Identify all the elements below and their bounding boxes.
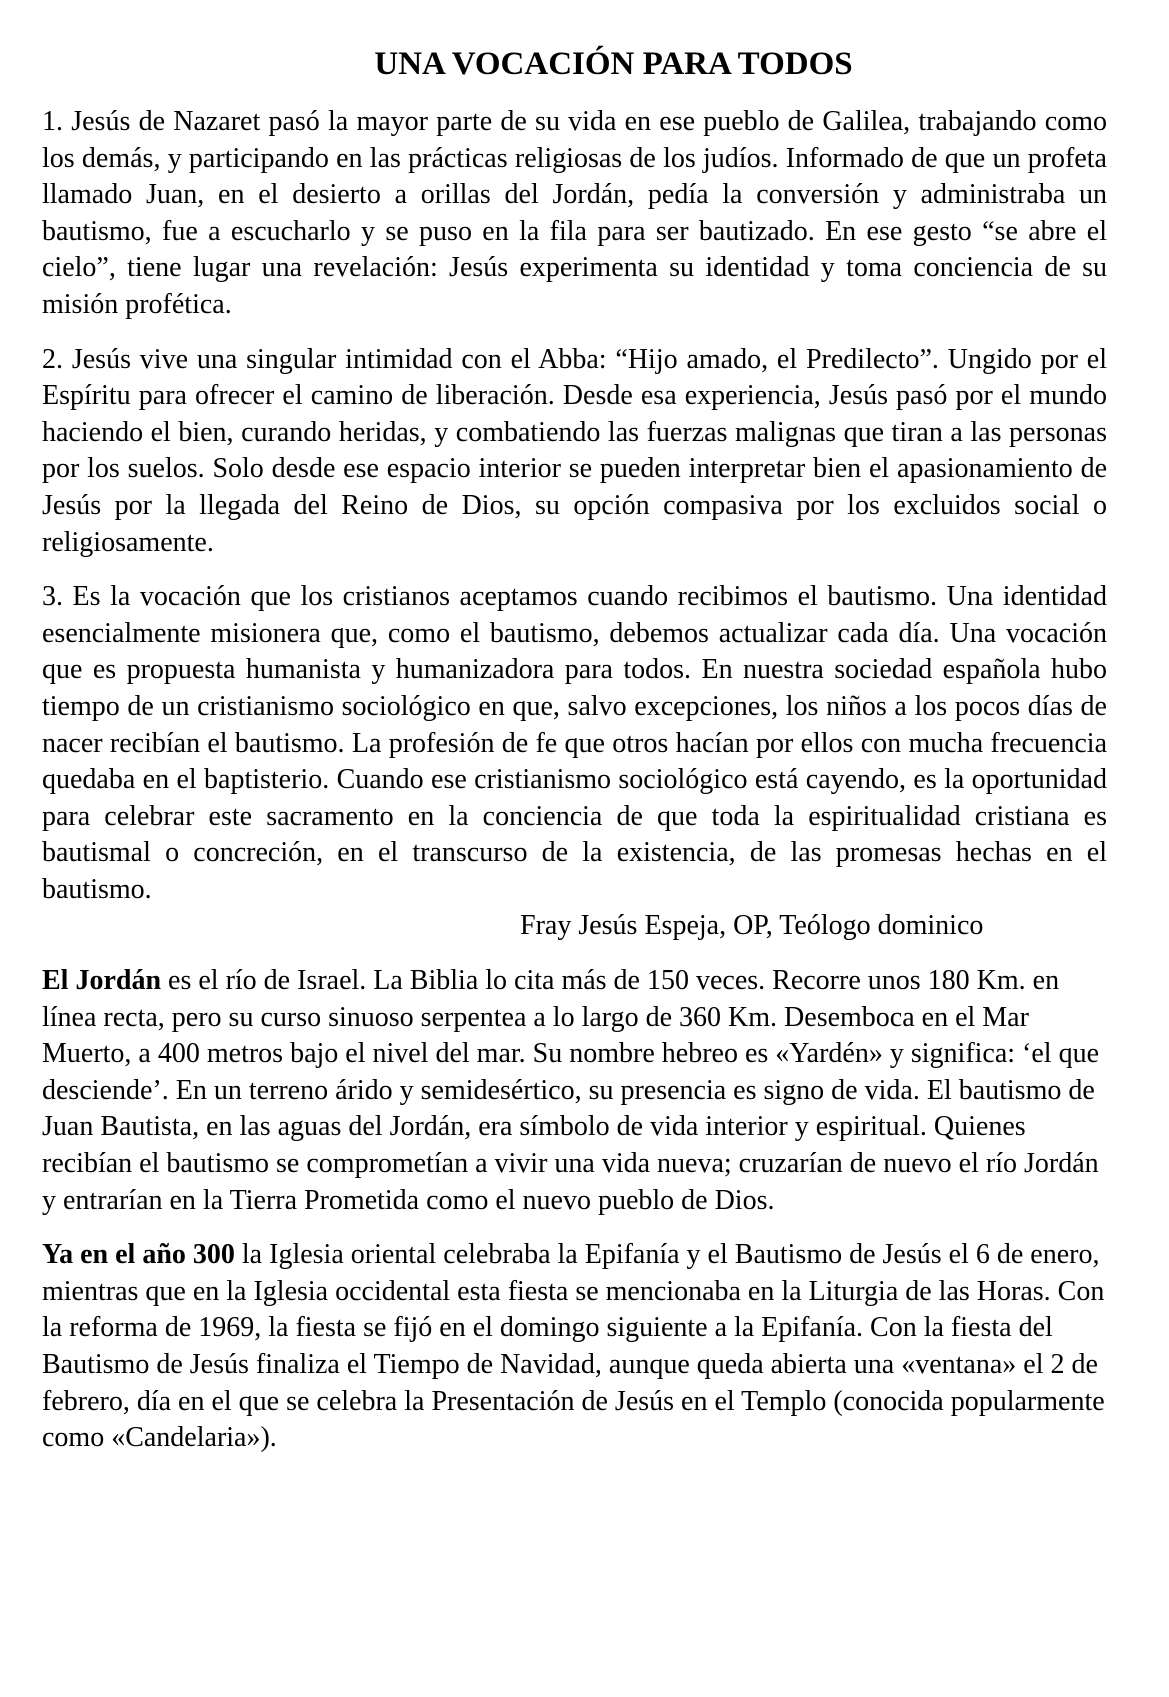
paragraph-2-intimidad-abba: 2. Jesús vive una singular intimidad con el Abba: “Hijo amado, el Predilecto”. Ungido por el Espíritu para ofrecer el camino de liberación. Desde esa experiencia, Jesús pasó por el mundo haciendo el bien, curando heridas, y combatiendo las fuerzas malignas que tiran a las personas por los suelos. Solo desde ese espacio interior se pueden interpretar bien el apasionamiento de Jesús por la llegada del Reino de Dios, su opción compasiva por los excluidos social o religiosamente. [42, 343, 1107, 558]
ano-300-lead: Ya en el año 300 [42, 1239, 235, 1271]
el-jordan-lead: El Jordán [42, 965, 162, 997]
ano-300-text: la Iglesia oriental celebraba la Epifanía y el Bautismo de Jesús el 6 de enero, mientras que en la Iglesia occidental esta fiesta se mencionaba en la Liturgia de las Horas. Con la reforma de 1969, la fiesta se fijó en el domingo siguiente a la Epifanía. Con la fiesta del Bautismo de Jesús finaliza el Tiempo de Navidad, aunque queda abierta una «ventana» el 2 de febrero, día en el que se celebra la Presentación de Jesús en el Templo (conocida popularmente como «Candelaria»). [42, 1239, 1105, 1454]
page-title: UNA VOCACIÓN PARA TODOS [374, 46, 853, 82]
attribution-line: Fray Jesús Espeja, OP, Teólogo dominico [520, 910, 984, 942]
paragraph-el-jordan [42, 963, 1107, 1219]
paragraph-3-vocacion-bautismo: 3. Es la vocación que los cristianos aceptamos cuando recibimos el bautismo. Una identidad esencialmente misionera que, como el bautismo, debemos actualizar cada día. Una vocación que es propuesta humanista y humanizadora para todos. En nuestra sociedad española hubo tiempo de un cristianismo sociológico en que, salvo excepciones, los niños a los pocos días de nacer recibían el bautismo. La profesión de fe que otros hacían por ellos con mucha frecuencia quedaba en el baptisterio. Cuando ese cristianismo sociológico está cayendo, es la oportunidad para celebrar este sacramento en la conciencia de que toda la espiritualidad cristiana es bautismal o concreción, en el transcurso de la existencia, de las promesas hechas en el bautismo. [42, 581, 1107, 905]
paragraph-ano-300 [42, 1237, 1107, 1457]
el-jordan-text: es el río de Israel. La Biblia lo cita más de 150 veces. Recorre unos 180 Km. en línea recta, pero su curso sinuoso serpentea a lo largo de 360 Km. Desemboca en el Mar Muerto, a 400 metros bajo el nivel del mar. Su nombre hebreo es «Yardén» y significa: ‘el que desciende’. En un terreno árido y semidesértico, su presencia es signo de vida. El bautismo de Juan Bautista, en las aguas del Jordán, era símbolo de vida interior y espiritual. Quienes recibían el bautismo se comprometían a vivir una vida nueva; cruzarían de nuevo el río Jordán y entrarían en la Tierra Prometida como el nuevo pueblo de Dios. [42, 965, 1100, 1216]
paragraph-1-jesus-nazaret: 1. Jesús de Nazaret pasó la mayor parte de su vida en ese pueblo de Galilea, trabajando como los demás, y participando en las prácticas religiosas de los judíos. Informado de que un profeta llamado Juan, en el desierto a orillas del Jordán, pedía la conversión y administraba un bautismo, fue a escucharlo y se puso en la fila para ser bautizado. En ese gesto “se abre el cielo”, tiene lugar una revelación: Jesús experimenta su identidad y toma conciencia de su misión profética. [42, 106, 1107, 320]
document-page [0, 44, 1169, 1697]
